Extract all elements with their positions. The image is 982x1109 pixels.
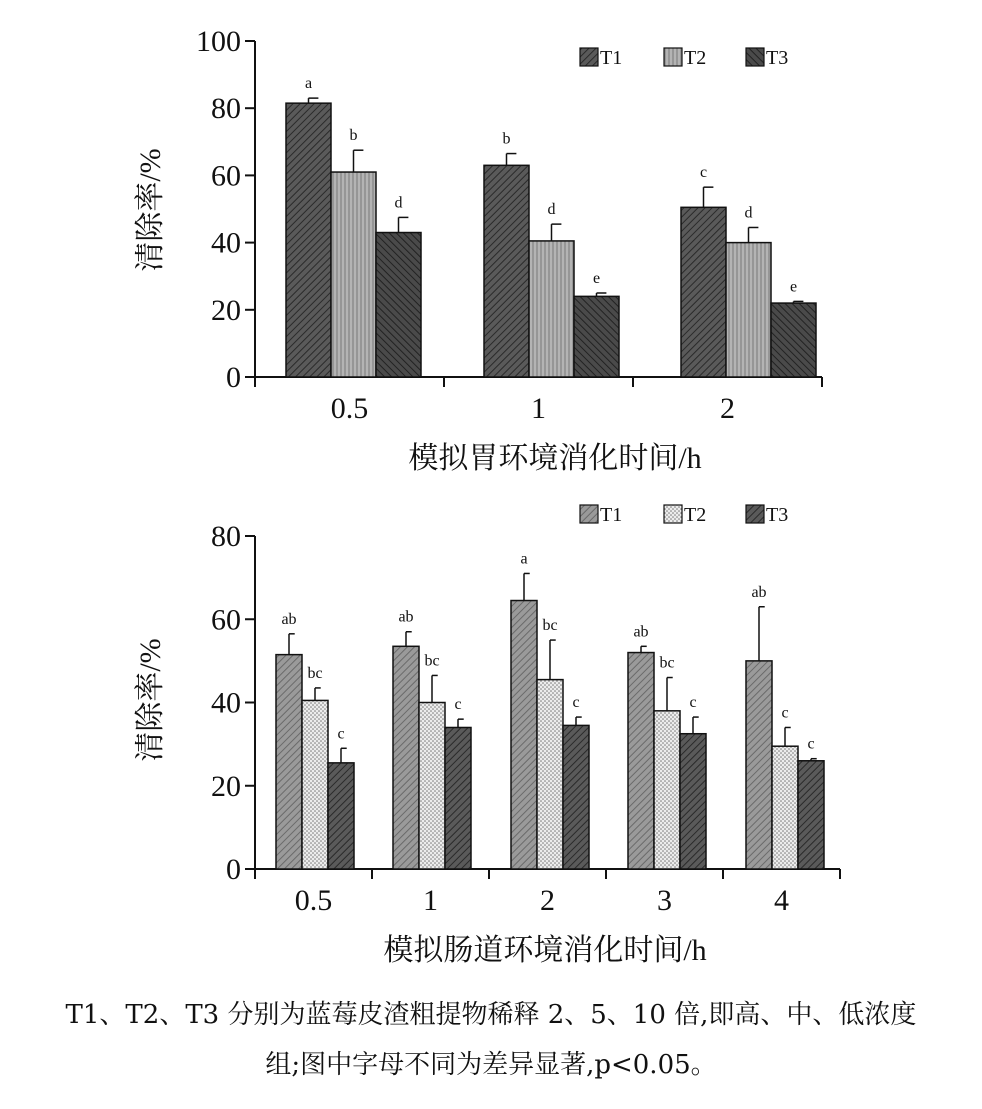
significance-letter: b [502, 130, 511, 148]
bar-t2-2 [726, 243, 771, 377]
legend-swatch-t3 [746, 505, 764, 523]
chart-intestinal-x-axis-title: 模拟肠道环境消化时间/h [383, 934, 707, 967]
bar-t3-3 [680, 734, 706, 869]
significance-letter: ab [751, 583, 767, 601]
bar-t2-0.5 [302, 700, 328, 869]
y-tick-label: 60 [211, 159, 241, 193]
significance-letter: d [744, 204, 753, 222]
bar-t2-2 [537, 680, 563, 869]
bar-t1-4 [746, 661, 772, 869]
significance-letter: d [547, 201, 556, 219]
significance-letter: b [349, 127, 358, 145]
significance-letter: ab [281, 610, 297, 628]
y-tick-label: 100 [196, 25, 241, 58]
legend-label-t3: T3 [766, 47, 789, 69]
chart-gastric-bars [286, 98, 816, 377]
y-tick-label: 80 [211, 92, 241, 126]
significance-letter: c [689, 694, 697, 712]
chart-gastric [134, 25, 822, 475]
significance-letter: bc [659, 654, 675, 672]
y-tick-label: 40 [211, 226, 241, 260]
significance-letter: ab [398, 608, 414, 626]
y-tick-label: 0 [226, 361, 241, 394]
significance-letter: c [699, 164, 708, 182]
y-tick-label: 20 [211, 293, 241, 327]
bar-t3-4 [798, 761, 824, 869]
chart-intestinal [134, 504, 840, 967]
bar-t2-1 [419, 703, 445, 870]
bar-t3-2 [771, 303, 816, 377]
x-tick-label: 3 [657, 884, 672, 917]
significance-letter: c [807, 735, 815, 753]
chart-intestinal-y-axis-title: 清除率/% [134, 638, 167, 762]
significance-letter: bc [424, 652, 440, 670]
chart-gastric-legend [580, 47, 788, 69]
legend-label-t2: T2 [684, 504, 707, 526]
x-tick-label: 0.5 [330, 392, 369, 425]
bar-t1-2 [681, 207, 726, 377]
significance-letter: a [520, 550, 528, 568]
chart-gastric-x-axis-title: 模拟胃环境消化时间/h [408, 442, 702, 475]
x-tick-label: 1 [531, 392, 546, 425]
bar-t3-0.5 [376, 233, 421, 377]
significance-letter: bc [542, 617, 558, 635]
significance-letter: c [454, 696, 462, 714]
bar-t3-1 [445, 727, 471, 869]
x-tick-label: 2 [720, 392, 735, 425]
significance-letter: c [781, 704, 789, 722]
caption-line-1: T1、T2、T3 分别为蓝莓皮渣粗提物稀释 2、5、10 倍,即高、中、低浓度 [65, 1000, 917, 1030]
bar-t2-4 [772, 746, 798, 869]
significance-letter: bc [307, 664, 323, 682]
legend-swatch-t2 [664, 505, 682, 523]
bar-t2-0.5 [331, 172, 376, 377]
legend-swatch-t3 [746, 48, 764, 66]
bar-t1-3 [628, 653, 654, 869]
y-tick-label: 40 [211, 686, 241, 720]
bar-t1-1 [393, 646, 419, 869]
x-tick-label: 1 [423, 884, 438, 917]
bar-t1-0.5 [276, 655, 302, 869]
x-tick-label: 2 [540, 884, 555, 917]
x-tick-label: 4 [774, 884, 789, 917]
chart-intestinal-legend [580, 504, 788, 526]
bar-t1-1 [484, 165, 529, 377]
legend-swatch-t2 [664, 48, 682, 66]
bar-t2-3 [654, 711, 680, 869]
bar-t2-1 [529, 241, 574, 377]
y-tick-label: 0 [226, 853, 241, 886]
legend-label-t2: T2 [684, 47, 707, 69]
bar-t1-0.5 [286, 103, 331, 377]
significance-letter: a [304, 75, 313, 93]
significance-letter: c [572, 694, 580, 712]
bar-t3-1 [574, 296, 619, 377]
significance-letter: e [592, 270, 601, 287]
figure-caption [0, 990, 982, 1090]
chart-gastric-y-axis-title: 清除率/% [134, 148, 167, 272]
caption-line-2: 组;图中字母不同为差异显著,p<0.05。 [265, 1050, 717, 1080]
legend-swatch-t1 [580, 48, 598, 66]
y-tick-label: 60 [211, 603, 241, 637]
significance-letter: c [337, 725, 345, 743]
legend-label-t1: T1 [600, 504, 623, 526]
significance-letter: ab [633, 623, 649, 641]
y-tick-label: 80 [211, 520, 241, 553]
legend-label-t3: T3 [766, 504, 789, 526]
legend-label-t1: T1 [600, 47, 623, 69]
y-tick-label: 20 [211, 769, 241, 803]
bar-t3-0.5 [328, 763, 354, 869]
bar-t3-2 [563, 725, 589, 869]
bar-t1-2 [511, 601, 537, 869]
significance-letter: e [789, 278, 798, 296]
legend-swatch-t1 [580, 505, 598, 523]
significance-letter: d [394, 194, 403, 212]
x-tick-label: 0.5 [294, 884, 333, 917]
